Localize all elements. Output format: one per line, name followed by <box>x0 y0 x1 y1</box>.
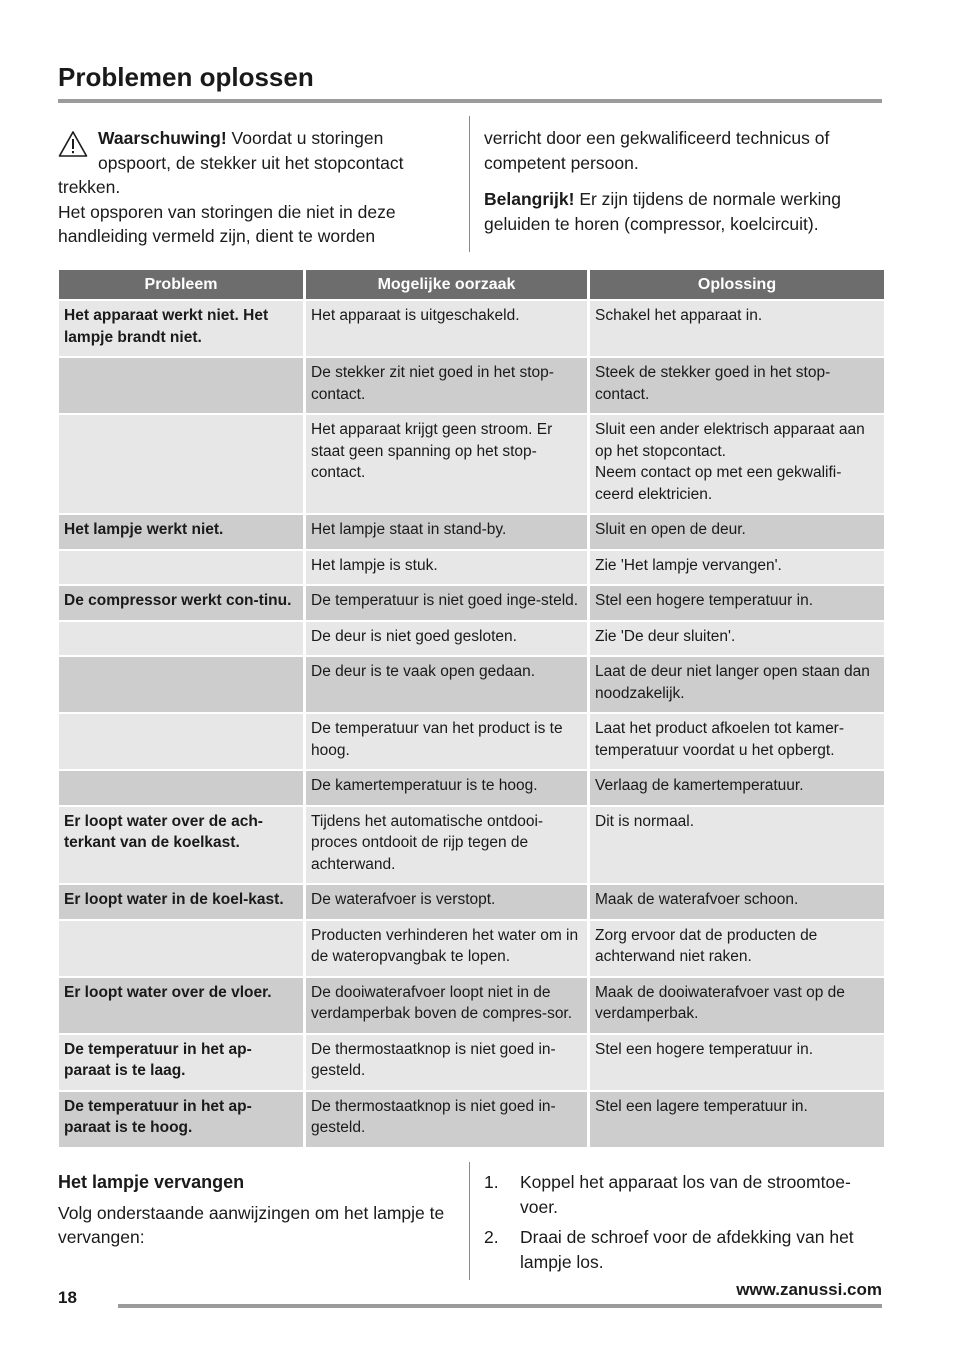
table-row <box>59 358 884 413</box>
lamp-steps <box>484 1170 884 1280</box>
cause-cell: Het apparaat krijgt geen stroom. Er staat geen spanning op het stop-contact. <box>306 415 587 513</box>
cause-cell: De temperatuur van het product is te hoog. <box>306 714 587 769</box>
problem-cell: Er loopt water over de ach-terkant van de koelkast. <box>59 807 303 884</box>
table-row <box>59 1035 884 1090</box>
warning-text: Voordat u storingen opspoort, de stekker uit het stopcontact trekken. <box>58 128 404 197</box>
solution-cell: Steek de stekker goed in het stop-contact. <box>590 358 884 413</box>
table-row <box>59 301 884 356</box>
cause-cell: De deur is niet goed gesloten. <box>306 622 587 656</box>
problem-cell <box>59 415 303 513</box>
table-row <box>59 978 884 1033</box>
warning-triangle-icon <box>58 130 88 160</box>
lamp-column-divider <box>469 1162 470 1280</box>
important-text: Er zijn tijdens de normale werking geluiden te horen (compressor, koelcircuit). <box>484 189 841 234</box>
warning-paragraph-2: Het opsporen van storingen die niet in deze handleiding vermeld zijn, dient te worden <box>58 201 396 246</box>
solution-cell: Maak de waterafvoer schoon. <box>590 885 884 919</box>
table-row <box>59 515 884 549</box>
footer-divider <box>118 1304 882 1308</box>
cause-cell: Tijdens het automatische ontdooi-proces ontdooit de rijp tegen de achterwand. <box>306 807 587 884</box>
cause-cell: De stekker zit niet goed in het stop-contact. <box>306 358 587 413</box>
problem-cell: Het apparaat werkt niet. Het lampje brandt niet. <box>59 301 303 356</box>
table-row <box>59 714 884 769</box>
lamp-section-intro: Volg onderstaande aanwijzingen om het lampje te vervangen: <box>58 1202 445 1247</box>
cause-cell: De waterafvoer is verstopt. <box>306 885 587 919</box>
solution-cell: Laat de deur niet langer open staan dan noodzakelijk. <box>590 657 884 712</box>
lamp-section-left <box>58 1170 453 1250</box>
title-divider <box>58 99 882 103</box>
column-header-problem: Probleem <box>59 270 303 299</box>
table-row <box>59 586 884 620</box>
table-row <box>59 921 884 976</box>
intro-left-column <box>58 126 453 249</box>
table-row <box>59 551 884 585</box>
solution-cell: Stel een lagere temperatuur in. <box>590 1092 884 1147</box>
column-header-cause: Mogelijke oorzaak <box>306 270 587 299</box>
table-row <box>59 415 884 513</box>
website-link[interactable]: www.zanussi.com <box>736 1280 882 1299</box>
cause-cell: De thermostaatknop is niet goed in-gesteld. <box>306 1092 587 1147</box>
problem-cell: Er loopt water in de koel-kast. <box>59 885 303 919</box>
step-number: 1. <box>484 1172 499 1192</box>
solution-cell <box>590 415 884 513</box>
important-paragraph <box>484 187 884 236</box>
list-item <box>484 1170 884 1219</box>
cause-cell: De kamertemperatuur is te hoog. <box>306 771 587 805</box>
page-number: 18 <box>58 1288 77 1307</box>
table-row <box>59 1092 884 1147</box>
problem-cell <box>59 358 303 413</box>
cause-cell: Het lampje staat in stand-by. <box>306 515 587 549</box>
step-text: Draai de schroef voor de afdekking van het lampje los. <box>520 1227 854 1272</box>
table-row <box>59 657 884 712</box>
solution-cell: Stel een hogere temperatuur in. <box>590 1035 884 1090</box>
problem-cell <box>59 657 303 712</box>
continuation-paragraph: verricht door een gekwalificeerd technicus of competent persoon. <box>484 128 830 173</box>
solution-cell: Schakel het apparaat in. <box>590 301 884 356</box>
cause-cell: Het lampje is stuk. <box>306 551 587 585</box>
problem-cell <box>59 551 303 585</box>
problem-cell: De temperatuur in het ap-paraat is te hoog. <box>59 1092 303 1147</box>
step-number: 2. <box>484 1227 499 1247</box>
problem-cell: De temperatuur in het ap-paraat is te laag. <box>59 1035 303 1090</box>
solution-cell: Zie 'De deur sluiten'. <box>590 622 884 656</box>
important-label: Belangrijk! <box>484 189 575 209</box>
intro-column-divider <box>469 116 470 252</box>
list-item <box>484 1225 884 1274</box>
cause-cell: De temperatuur is niet goed inge-steld. <box>306 586 587 620</box>
problem-cell: De compressor werkt con-tinu. <box>59 586 303 620</box>
table-row <box>59 885 884 919</box>
solution-cell: Laat het product afkoelen tot kamer-temperatuur voordat u het opbergt. <box>590 714 884 769</box>
column-header-solution: Oplossing <box>590 270 884 299</box>
problem-cell <box>59 622 303 656</box>
solution-cell: Dit is normaal. <box>590 807 884 884</box>
solution-cell: Stel een hogere temperatuur in. <box>590 586 884 620</box>
solution-cell: Verlaag de kamertemperatuur. <box>590 771 884 805</box>
table-row <box>59 771 884 805</box>
solution-cell: Maak de dooiwaterafvoer vast op de verdamperbak. <box>590 978 884 1033</box>
solution-cell: Sluit en open de deur. <box>590 515 884 549</box>
cause-cell: De dooiwaterafvoer loopt niet in de verdamperbak boven de compres-sor. <box>306 978 587 1033</box>
warning-label: Waarschuwing! <box>98 128 227 148</box>
table-row <box>59 622 884 656</box>
solution-cell: Zorg ervoor dat de producten de achterwand niet raken. <box>590 921 884 976</box>
warning-paragraph <box>58 126 453 200</box>
problem-cell <box>59 921 303 976</box>
troubleshooting-table <box>56 268 887 1149</box>
problem-cell <box>59 771 303 805</box>
step-text: Koppel het apparaat los van de stroomtoe-voer. <box>520 1172 851 1217</box>
table-row <box>59 807 884 884</box>
cause-cell: De deur is te vaak open gedaan. <box>306 657 587 712</box>
problem-cell: Het lampje werkt niet. <box>59 515 303 549</box>
cause-cell: Producten verhinderen het water om in de wateropvangbak te lopen. <box>306 921 587 976</box>
problem-cell: Er loopt water over de vloer. <box>59 978 303 1033</box>
solution-cell: Zie 'Het lampje vervangen'. <box>590 551 884 585</box>
cause-cell: De thermostaatknop is niet goed in-gesteld. <box>306 1035 587 1090</box>
lamp-section-title: Het lampje vervangen <box>58 1172 245 1192</box>
problem-cell <box>59 714 303 769</box>
intro-right-column <box>484 126 884 236</box>
solution-line: Neem contact op met een gekwalifi-ceerd elektricien. <box>595 464 842 503</box>
cause-cell: Het apparaat is uitgeschakeld. <box>306 301 587 356</box>
page-title: Problemen oplossen <box>58 62 314 92</box>
solution-line: Sluit een ander elektrisch apparaat aan op het stopcontact. <box>595 421 865 460</box>
